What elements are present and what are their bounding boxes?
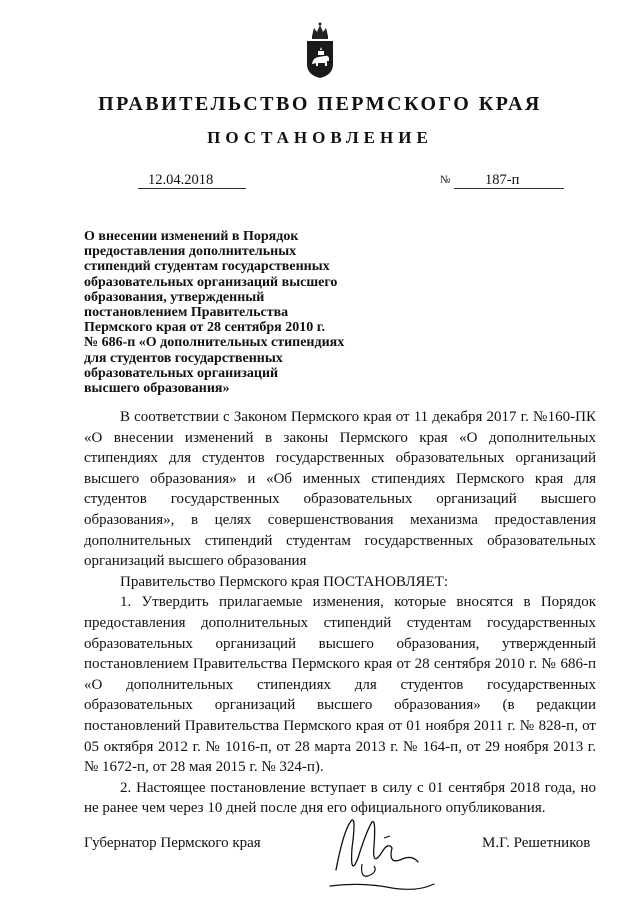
signatory-name: М.Г. Решетников [482, 835, 591, 851]
coat-of-arms-icon [303, 20, 337, 80]
signatory-title: Губернатор Пермского края [84, 835, 261, 851]
subject-line: образования, утвержденный [84, 289, 265, 305]
document-subject [84, 229, 374, 396]
preamble-paragraph: В соответствии с Законом Пермского края от 11 декабря 2017 г. №160-ПК «О внесении изменений в законы Пермского края «О дополнительных стипендиях для студентов государственных образовательных организаций высшего образования» и «Об именных стипендиях Пермского края для студентов государственных образовательных организаций высшего образования», в целях совершенствования механизма предоставления дополнительных стипендий студентам государственных образовательных организаций высшего образования [84, 409, 596, 570]
document-type: ПОСТАНОВЛЕНИЕ [207, 128, 433, 147]
subject-line: для студентов государственных [84, 350, 283, 366]
clause-1: 1. Утвердить прилагаемые изменения, которые вносятся в Порядок предоставления дополнительных стипендий студентам государственных образовательных организаций высшего образования, утвержденный постановлением Правительства Пермского края от 28 сентября 2010 г. № 686-п «О дополнительных стипендиях для студентов государственных образовательных организаций высшего образования» (в редакции постановлений Правительства Пермского края от 01 ноября 2011 г. № 828-п, от 05 октября 2012 г. № 1016-п, от 28 марта 2013 г. № 164-п, от 29 ноября 2013 г. № 1672-п, от 28 мая 2015 г. № 324-п). [84, 594, 596, 776]
subject-line: образовательных организаций [84, 365, 279, 381]
government-title: ПРАВИТЕЛЬСТВО ПЕРМСКОГО КРАЯ [98, 93, 542, 115]
subject-line: предоставления дополнительных [84, 244, 297, 260]
subject-line: № 686-п «О дополнительных стипендиях [84, 335, 345, 351]
document-date: 12.04.2018 [148, 172, 214, 188]
date-underline [138, 188, 246, 189]
document-number: 187-п [485, 172, 520, 188]
number-underline [454, 188, 564, 189]
subject-line: постановлением Правительства [84, 305, 289, 321]
subject-line: стипендий студентам государственных [84, 259, 330, 275]
number-sign: № [440, 174, 451, 186]
subject-line: Пермского края от 28 сентября 2010 г. [84, 320, 326, 336]
subject-line: О внесении изменений в Порядок [84, 229, 299, 244]
document-body [84, 407, 596, 819]
subject-line: образовательных организаций высшего [84, 274, 338, 290]
clause-2: 2. Настоящее постановление вступает в силу с 01 сентября 2018 года, но не ранее чем через 10 дней после дня его официального опубликования. [84, 779, 596, 817]
resolution-statement: Правительство Пермского края ПОСТАНОВЛЯЕТ: [120, 573, 449, 590]
subject-line: высшего образования» [84, 381, 230, 397]
signature-image [322, 808, 442, 898]
